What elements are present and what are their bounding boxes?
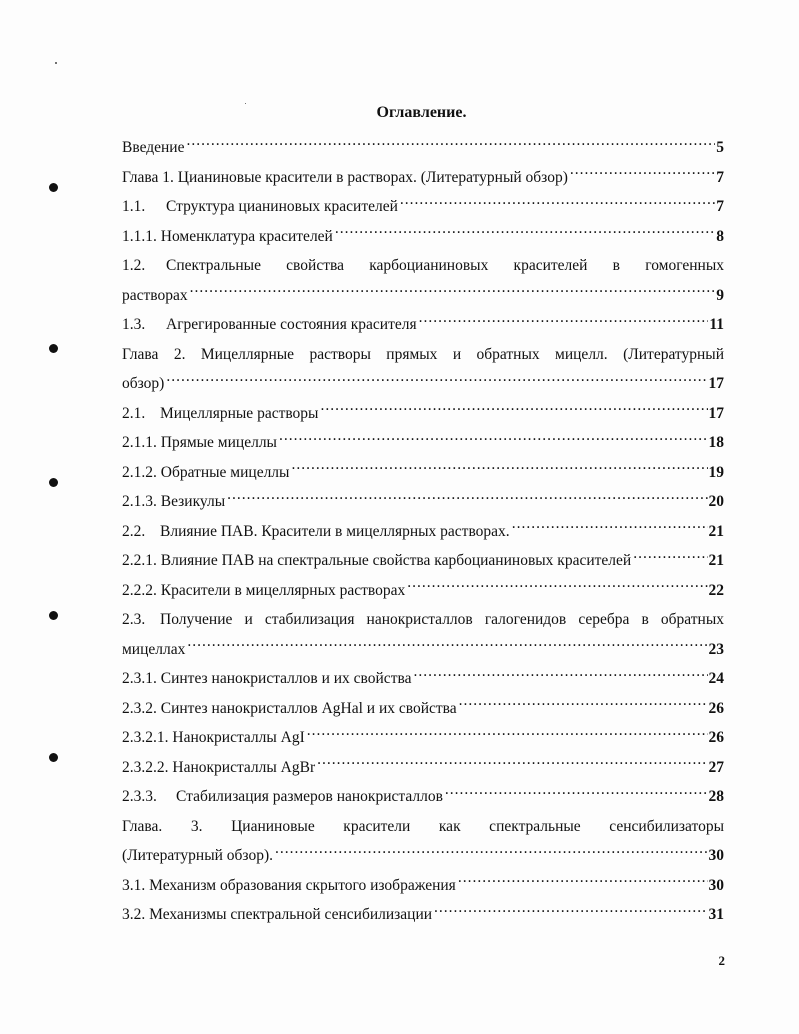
- binder-hole-mark: [49, 478, 58, 487]
- toc-section-title: Мицеллярные растворы: [160, 404, 319, 422]
- toc-leader-dots: [320, 402, 707, 418]
- toc-entry: [122, 192, 724, 222]
- toc-entry-page: 31: [708, 906, 724, 923]
- toc-entry: [122, 310, 724, 340]
- toc-entry-page: 24: [708, 670, 724, 687]
- toc-section-number: 2.2.: [122, 522, 146, 540]
- binder-hole-mark: [49, 183, 58, 192]
- toc-leader-dots: [413, 668, 707, 684]
- toc-section-title: Глава. 3. Цианиновые красители как спектральные сенсибилизаторы: [122, 817, 724, 835]
- toc-leader-dots: [459, 697, 708, 713]
- toc-section-number: 1.1.: [122, 198, 146, 215]
- toc-entry-label: 1.1.1. Номенклатура красителей: [122, 227, 333, 245]
- toc-entry-page: 27: [708, 758, 724, 776]
- toc-entry-page: 30: [708, 847, 724, 864]
- toc-leader-dots: [307, 727, 708, 743]
- toc-leader-dots: [407, 579, 707, 595]
- toc-entry-label: Глава 1. Цианиновые красители в растворах. (Литературный обзор): [122, 168, 568, 186]
- toc-entry-page: 26: [708, 729, 724, 746]
- toc-entry-line2: [122, 841, 724, 871]
- toc-entry-label: 2.3.2.2. Нанокристаллы AgBr: [122, 758, 316, 776]
- toc-entry: [122, 723, 724, 753]
- toc-section-number: 2.3.: [122, 611, 146, 628]
- toc-entry-page: 7: [716, 198, 724, 215]
- toc-section-number: 1.2.: [122, 257, 146, 274]
- toc-entry-label: 2.3.1. Синтез нанокристаллов и их свойства: [122, 670, 412, 687]
- toc-entry-label: [122, 517, 510, 547]
- toc-entry-page: 30: [708, 876, 724, 894]
- toc-entry-line1: [122, 251, 724, 281]
- toc-leader-dots: [434, 904, 707, 920]
- toc-leader-dots: [570, 166, 715, 182]
- toc-section-number: 2.1.: [122, 404, 146, 422]
- toc-leader-dots: [400, 196, 715, 212]
- toc-entry-label: 2.1.3. Везикулы: [122, 493, 226, 510]
- scan-speck: [55, 62, 57, 64]
- toc-entry-label: 2.1.1. Прямые мицеллы: [122, 434, 277, 451]
- toc-entry: [122, 133, 724, 163]
- toc-entry: [122, 900, 724, 930]
- toc-entry: [122, 871, 724, 901]
- toc-entry: [122, 753, 724, 783]
- toc-entry-label: 3.1. Механизм образования скрытого изображения: [122, 876, 456, 894]
- toc-entry-page: 23: [708, 640, 724, 658]
- toc-leader-dots: [190, 284, 716, 300]
- toc-leader-dots: [335, 225, 715, 241]
- toc-entry-label: Введение: [122, 139, 185, 156]
- toc-leader-dots: [633, 550, 707, 566]
- toc-leader-dots: [317, 756, 707, 772]
- toc-entry: [122, 546, 724, 576]
- toc-entry-label: [122, 399, 318, 429]
- toc-section-number: 2.3.3.: [122, 788, 157, 805]
- toc-entry-line1: [122, 812, 724, 842]
- toc-entry-label: [122, 782, 443, 812]
- toc-entry-line2: [122, 635, 724, 665]
- toc-entry-page: 21: [708, 522, 724, 540]
- toc-entry-page: 20: [708, 493, 724, 510]
- toc-entry-page: 11: [709, 316, 724, 333]
- toc-section-title: Структура цианиновых красителей: [166, 198, 398, 215]
- toc-section-title: Глава 2. Мицеллярные растворы прямых и обратных мицелл. (Литературный: [122, 345, 724, 363]
- toc-entry: [122, 517, 724, 547]
- toc-entry-page: 26: [708, 699, 724, 717]
- toc-entry-label: (Литературный обзор).: [122, 847, 274, 864]
- toc-entry-label: 2.2.2. Красители в мицеллярных растворах: [122, 581, 406, 599]
- toc-entry-page: 5: [716, 139, 724, 156]
- toc-section-number: 1.3.: [122, 316, 146, 333]
- toc-entry-label: растворах: [122, 286, 188, 304]
- toc-entry-label: 2.3.2.1. Нанокристаллы AgI: [122, 729, 305, 746]
- toc-entry-page: 9: [716, 286, 724, 304]
- toc-entry: [122, 428, 724, 458]
- toc-entry-page: 8: [716, 227, 724, 245]
- toc-entry-line2: [122, 281, 724, 311]
- toc-leader-dots: [458, 874, 708, 890]
- toc-leader-dots: [419, 314, 709, 330]
- toc-entry-label: [122, 310, 417, 340]
- toc-entry-page: 22: [708, 581, 724, 599]
- toc-entry-page: 28: [708, 788, 724, 805]
- toc-entry-label: 3.2. Механизмы спектральной сенсибилизации: [122, 906, 433, 923]
- toc-section-title: Влияние ПАВ. Красители в мицеллярных растворах.: [160, 522, 510, 540]
- page-number: 2: [718, 953, 725, 968]
- toc-leader-dots: [275, 845, 707, 861]
- binder-hole-mark: [49, 753, 58, 762]
- toc-entry-page: 17: [708, 375, 724, 392]
- toc-entry-label: 2.3.2. Синтез нанокристаллов AgHal и их свойства: [122, 699, 457, 717]
- toc-leader-dots: [187, 638, 707, 654]
- toc-section-title: Стабилизация размеров нанокристаллов: [176, 788, 443, 805]
- toc-section-title: Агрегированные состояния красителя: [166, 316, 417, 333]
- page-title: Оглавление.: [376, 104, 467, 121]
- toc-entry: [122, 782, 724, 812]
- toc-entry-page: 17: [708, 404, 724, 422]
- toc-entry-page: 21: [708, 552, 724, 569]
- toc-leader-dots: [445, 786, 708, 802]
- binder-hole-mark: [49, 611, 58, 620]
- toc-entry: [122, 487, 724, 517]
- toc-entry-line1: [122, 605, 724, 635]
- toc-section-title: Получение и стабилизация нанокристаллов галогенидов серебра в обратных: [160, 611, 724, 628]
- toc-leader-dots: [186, 137, 715, 153]
- toc-entry: [122, 399, 724, 429]
- toc-entry-page: 19: [708, 463, 724, 481]
- toc-entry-line2: [122, 369, 724, 399]
- toc-leader-dots: [227, 491, 707, 507]
- toc-entry: [122, 576, 724, 606]
- toc-entry-label: 2.1.2. Обратные мицеллы: [122, 463, 290, 481]
- toc-leader-dots: [512, 520, 708, 536]
- toc-entry-label: обзор): [122, 375, 165, 392]
- toc-entry: [122, 222, 724, 252]
- toc-entry-label: мицеллах: [122, 640, 186, 658]
- toc-entry: [122, 694, 724, 724]
- toc-entry-page: 18: [708, 434, 724, 451]
- toc-entry-label: [122, 192, 398, 222]
- toc-entry: [122, 163, 724, 193]
- table-of-contents: [122, 133, 724, 930]
- binder-hole-mark: [49, 344, 58, 353]
- toc-entry: [122, 458, 724, 488]
- toc-entry-line1: [122, 340, 724, 370]
- toc-leader-dots: [291, 461, 707, 477]
- toc-section-title: Спектральные свойства карбоцианиновых красителей в гомогенных: [166, 257, 724, 274]
- toc-leader-dots: [279, 432, 708, 448]
- toc-leader-dots: [166, 373, 707, 389]
- toc-entry: [122, 664, 724, 694]
- toc-entry-label: 2.2.1. Влияние ПАВ на спектральные свойства карбоцианиновых красителей: [122, 552, 632, 569]
- toc-entry-page: 7: [716, 168, 724, 186]
